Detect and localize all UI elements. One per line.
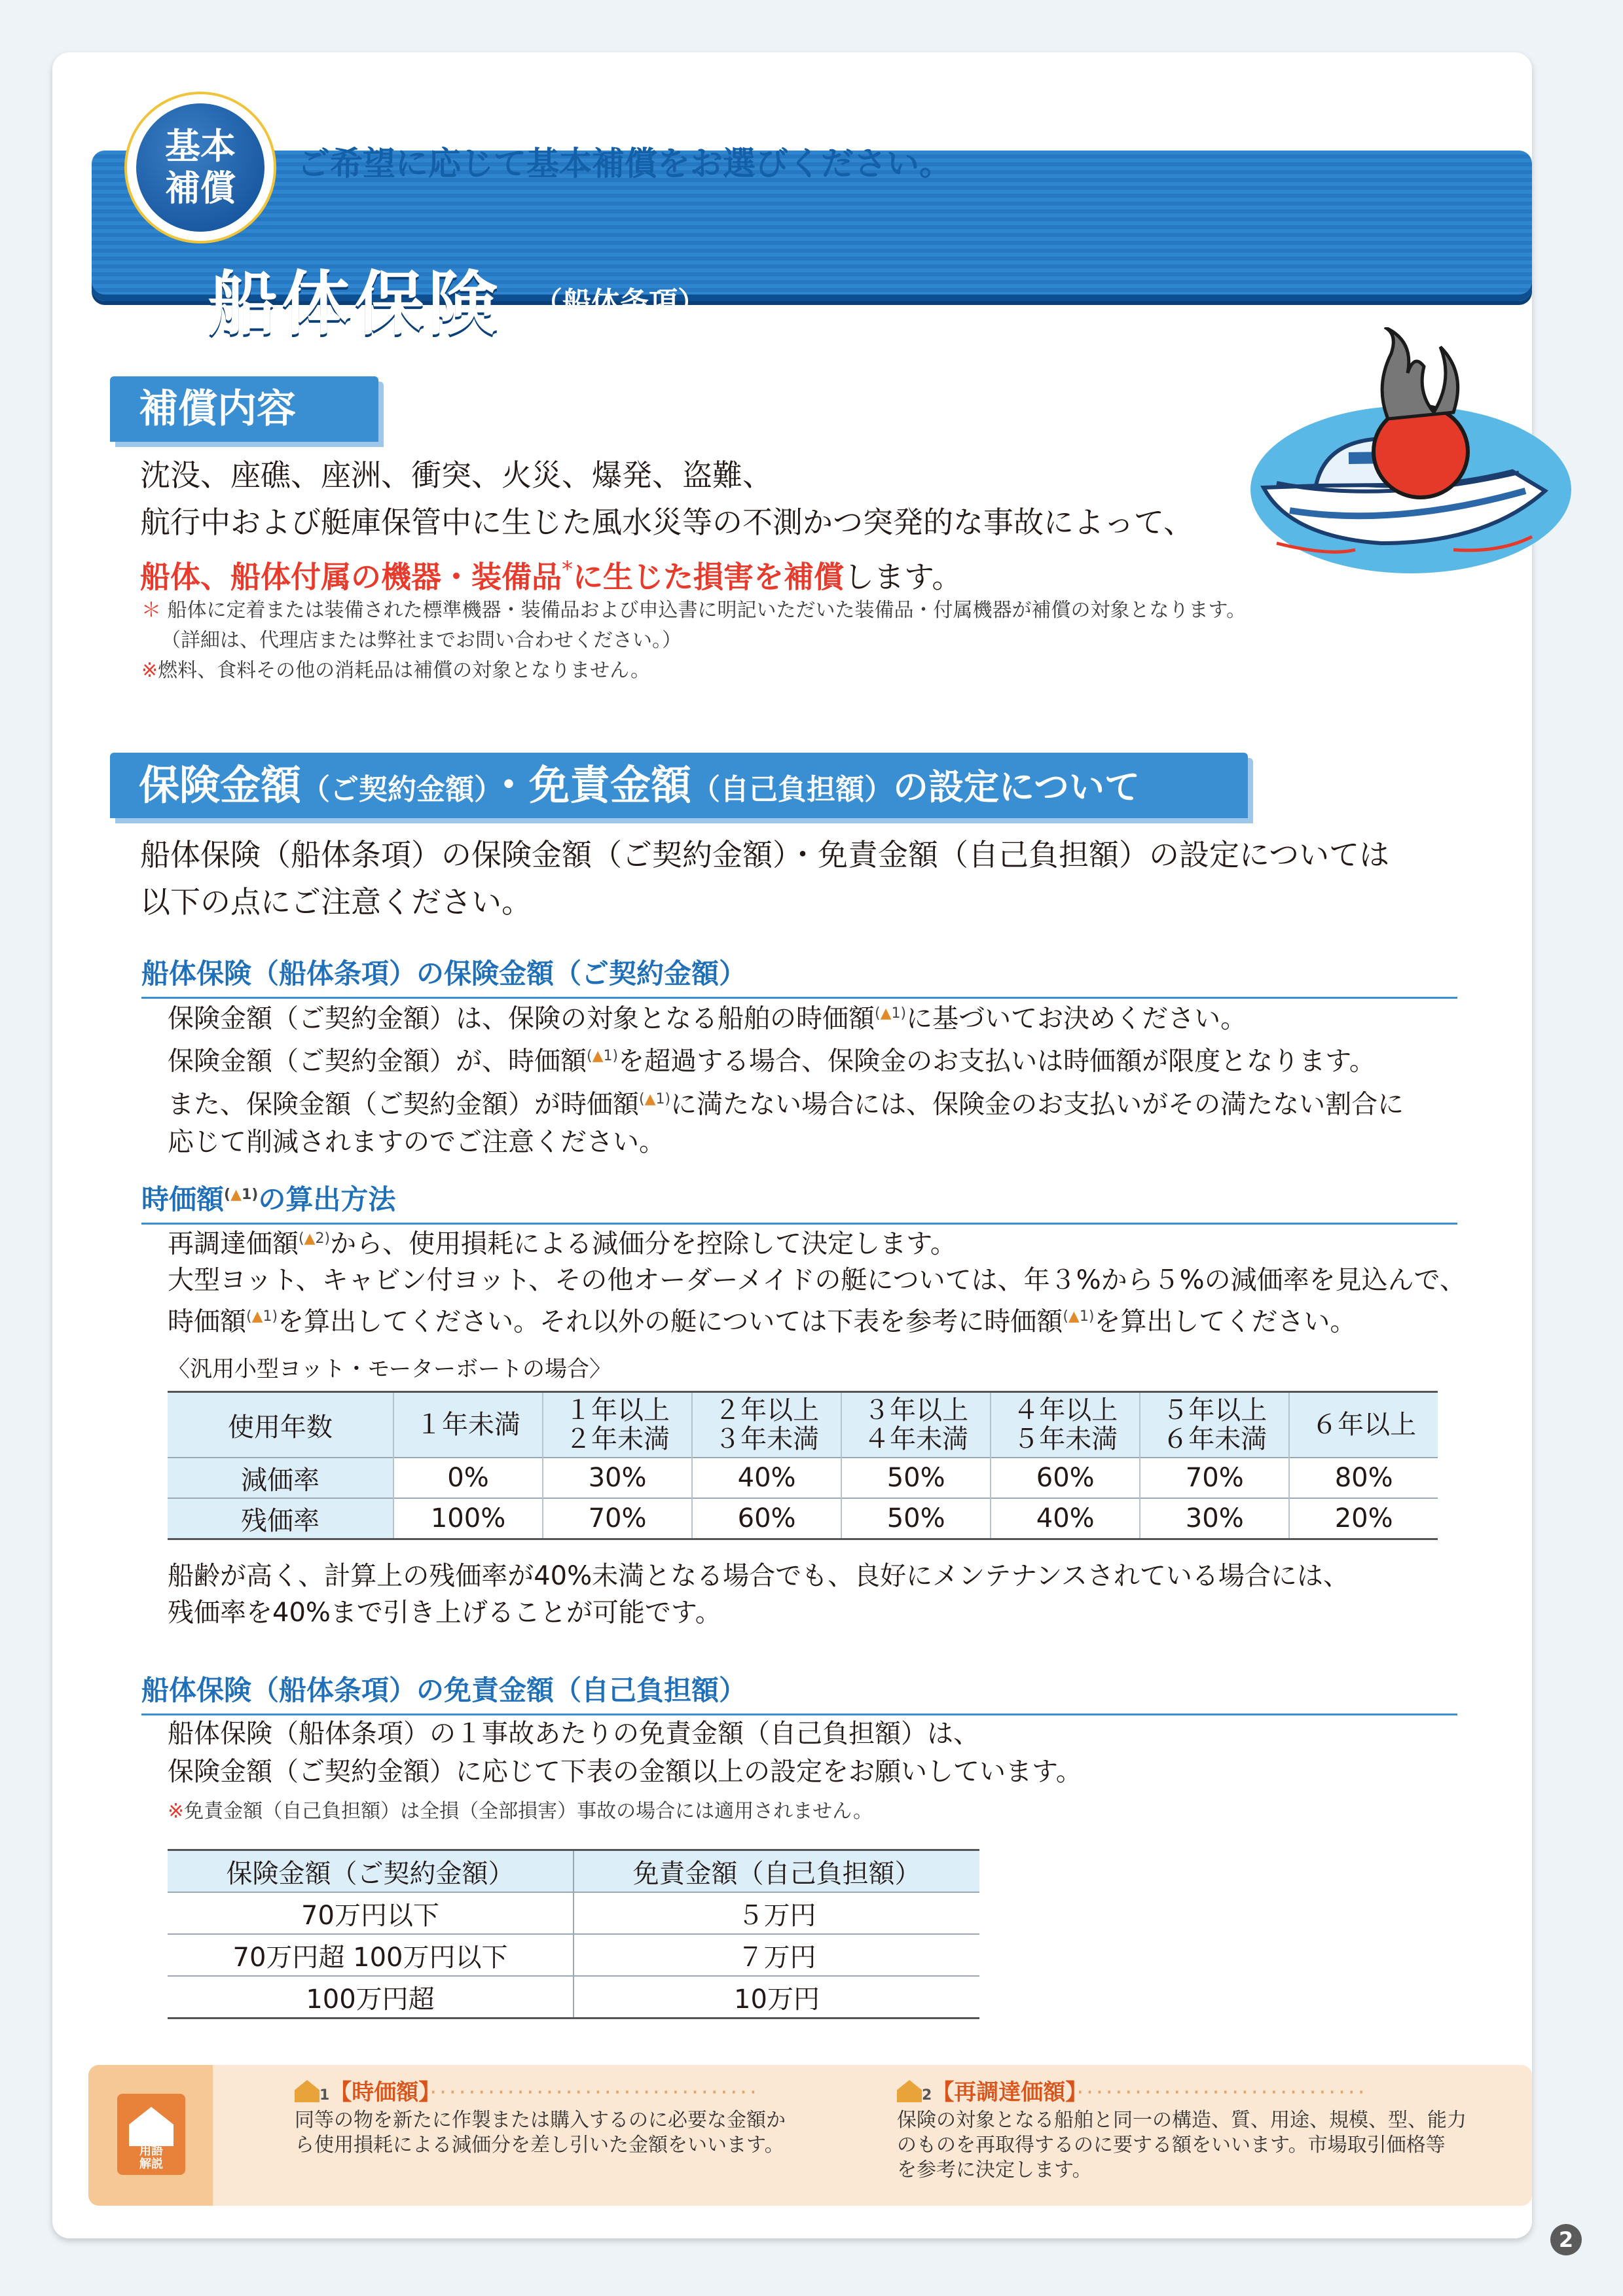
market-heading-a: 時価額	[141, 1183, 225, 1215]
badge-line-2: 補償	[165, 168, 236, 209]
table-cell: 70%	[543, 1498, 692, 1539]
page-title: 船体保険	[208, 264, 501, 344]
market-l2: 大型ヨット、キャビン付ヨット、その他オーダーメイドの艇については、年３%から５%の減価率を見込んで、	[168, 1265, 1466, 1296]
coverage-line-3	[140, 546, 1194, 600]
market-l3c: を算出してください。	[1094, 1306, 1357, 1337]
years-col-2: １年以上 ２年未満	[543, 1392, 692, 1458]
residual-note-1: 船齢が高く、計算上の残価率が40%未満となる場合でも、良好にメンテナンスされている場合には、	[168, 1561, 1349, 1591]
insured-l2a: 保険金額（ご契約金額）が、時価額	[168, 1046, 587, 1077]
market-value-text	[168, 1221, 1466, 1340]
years-col-6: ５年以上 ６年未満	[1140, 1392, 1289, 1458]
glossary-term-1: 【時価額】	[329, 2079, 430, 2106]
deductible-table	[168, 1849, 979, 2019]
badge-line-1: 基本	[165, 126, 236, 167]
market-l3a: 時価額	[168, 1306, 246, 1337]
table-cell: ７万円	[574, 1934, 979, 1976]
deductible-l1: 船体保険（船体条項）の１事故あたりの免責金額（自己負担額）は、	[168, 1719, 979, 1749]
market-heading-b: の算出方法	[258, 1183, 396, 1215]
note-2-mark: ※	[141, 659, 158, 682]
residual-rate-label: 残価率	[168, 1498, 393, 1539]
note-2: 燃料、食料その他の消耗品は補償の対象となりません。	[158, 659, 650, 682]
deductible-heading: 船体保険（船体条項）の免責金額（自己負担額）	[141, 1669, 1457, 1715]
depreciation-rate-label: 減価率	[168, 1458, 393, 1498]
coverage-asterisk: *	[562, 556, 573, 583]
insured-amount-col-header: 保険金額（ご契約金額）	[168, 1850, 574, 1893]
table-cell: 0%	[393, 1458, 543, 1498]
page-sheet	[52, 52, 1532, 2238]
deductible-note	[168, 1797, 873, 1827]
coverage-notes	[141, 596, 1246, 686]
ref-1-icon: (▲1)	[224, 1187, 259, 1203]
insured-amount-text	[168, 995, 1404, 1161]
ref-1-icon: (▲1)	[639, 1090, 671, 1107]
settings-intro	[140, 831, 1389, 925]
deductible-l2: 保険金額（ご契約金額）に応じて下表の金額以上の設定をお願いしています。	[168, 1757, 1082, 1787]
table-cell: 30%	[543, 1458, 692, 1498]
glossary-def-2-line-2: のものを再取得するのに要する額をいいます。市場取引価格等	[897, 2134, 1446, 2157]
table-cell: ５万円	[574, 1892, 979, 1934]
years-col-3: ２年以上 ３年未満	[692, 1392, 841, 1458]
glossary-def-2-line-3: を参考に決定します。	[897, 2159, 1092, 2181]
table-cell: 60%	[692, 1498, 841, 1539]
table-cell: 40%	[692, 1458, 841, 1498]
note-1-mark: ＊	[141, 599, 161, 622]
table-row	[168, 1892, 979, 1934]
coverage-text	[140, 452, 1194, 600]
note-1b: （詳細は、代理店または弊社までお問い合わせください。）	[161, 629, 682, 652]
settings-intro-2: 以下の点にご注意ください。	[140, 884, 532, 920]
coverage-line-2: 航行中および艇庫保管中に生じた風水災等の不測かつ突発的な事故によって、	[140, 505, 1194, 540]
table-row	[168, 1392, 1438, 1458]
table-cell: 70%	[1140, 1458, 1289, 1498]
table-cell: 50%	[841, 1458, 991, 1498]
basic-coverage-badge	[124, 92, 276, 243]
deductible-col-header: 免責金額（自己負担額）	[574, 1850, 979, 1893]
table-cell: 20%	[1289, 1498, 1438, 1539]
table-row	[168, 1458, 1438, 1498]
glossary-def-1-line-1: 同等の物を新たに作製または購入するのに必要な金額か	[295, 2109, 786, 2132]
table-cell: 80%	[1289, 1458, 1438, 1498]
years-col-7: ６年以上	[1289, 1392, 1438, 1458]
settings-intro-1: 船体保険（船体条項）の保険金額（ご契約金額）・免責金額（自己負担額）の設定については	[140, 837, 1390, 872]
insured-l3a: また、保険金額（ご契約金額）が時価額	[168, 1088, 639, 1119]
heading-suffix: の設定について	[893, 766, 1140, 808]
glossary-icon: 用語 解説	[117, 2094, 185, 2175]
insured-l4: 応じて削減されますのでご注意ください。	[168, 1126, 665, 1157]
deductible-note-text: 免責金額（自己負担額）は全損（全部損害）事故の場合には適用されません。	[184, 1800, 873, 1823]
glossary-side	[88, 2065, 213, 2206]
depreciation-table	[168, 1391, 1438, 1540]
table-row	[168, 1498, 1438, 1539]
residual-note	[168, 1558, 1349, 1631]
note-1: 船体に定着または装備された標準機器・装備品および申込書に明記いただいた装備品・付属機器が補償の対象となります。	[167, 599, 1247, 622]
glossary-def-1-line-2: ら使用損耗による減価分を差し引いた金額をいいます。	[295, 2134, 784, 2157]
coverage-line-1: 沈没、座礁、座洲、衝突、火災、爆発、盗難、	[140, 457, 773, 493]
glossary-def-2-line-1: 保険の対象となる船舶と同一の構造、質、用途、規模、型、能力	[897, 2109, 1467, 2132]
ref-1-icon: (▲1)	[1063, 1308, 1095, 1325]
page-subtitle: （船体条項）	[534, 286, 706, 319]
table-cell: 100%	[393, 1498, 543, 1539]
heading-dot: ・	[488, 761, 530, 809]
years-header: 使用年数	[168, 1392, 393, 1458]
deductible-text	[168, 1715, 1082, 1791]
table-row	[168, 1976, 979, 2018]
years-col-5: ４年以上 ５年未満	[991, 1392, 1140, 1458]
table-cell: 70万円以下	[168, 1892, 574, 1934]
table-cell: 40%	[991, 1498, 1140, 1539]
insured-l1b: に基づいてお決めください。	[906, 1003, 1247, 1034]
table-cell: 60%	[991, 1458, 1140, 1498]
ref-2-icon: (▲2)	[299, 1230, 331, 1247]
market-l1a: 再調達価額	[168, 1229, 299, 1259]
table-row	[168, 1850, 979, 1893]
depreciation-table-caption: 〈汎用小型ヨット・モーターボートの場合〉	[168, 1356, 611, 1382]
table-cell: 50%	[841, 1498, 991, 1539]
insured-amount-heading: 船体保険（船体条項）の保険金額（ご契約金額）	[141, 952, 1457, 999]
table-row	[168, 1934, 979, 1976]
lead-text: ご希望に応じて基本補償をお選びください。	[297, 145, 952, 183]
house-icon	[897, 2080, 922, 2102]
table-cell: 10万円	[574, 1976, 979, 2018]
heading-deductible-sub: （自己負担額）	[691, 773, 894, 806]
years-col-4: ３年以上 ４年未満	[841, 1392, 991, 1458]
table-cell: 70万円超 100万円以下	[168, 1934, 574, 1976]
deductible-note-mark: ※	[168, 1800, 185, 1823]
market-l3b: を算出してください。それ以外の艇については下表を参考に時価額	[278, 1306, 1063, 1337]
coverage-emphasis-2: に生じた損害を補償	[573, 559, 844, 595]
coverage-tail: します。	[844, 559, 962, 595]
residual-note-2: 残価率を40%まで引き上げることが可能です。	[168, 1598, 721, 1628]
heading-deductible: 免責金額	[529, 761, 692, 809]
page-number: 2	[1550, 2224, 1582, 2255]
settings-section-heading	[110, 753, 1248, 818]
burning-boat-illustration	[1237, 327, 1578, 576]
house-icon	[295, 2080, 319, 2102]
ref-1-icon: (▲1)	[246, 1308, 278, 1325]
heading-insured-amount-sub: （ご契約金額）	[301, 773, 489, 806]
glossary-item-1: 1【時価額】·································· 同等の物を新たに作製または購入するのに必要な金額か ら使用損耗による減価分を差し引いた金額をいいます。	[295, 2080, 871, 2158]
glossary-term-2: 【再調達価額】	[932, 2079, 1077, 2106]
ref-1-icon: (▲1)	[587, 1048, 619, 1065]
insured-l2b: を超過する場合、保険金のお支払いは時価額が限度となります。	[618, 1046, 1376, 1077]
market-l1b: から、使用損耗による減価分を控除して決定します。	[330, 1229, 957, 1259]
insured-l1a: 保険金額（ご契約金額）は、保険の対象となる船舶の時価額	[168, 1003, 875, 1034]
coverage-section-heading: 補償内容	[110, 376, 378, 442]
table-cell: 100万円超	[168, 1976, 574, 2018]
coverage-emphasis-1: 船体、船体付属の機器・装備品	[140, 559, 562, 595]
heading-insured-amount: 保険金額	[139, 761, 302, 809]
glossary-item-2: 2【再調達価額】······························ 保険の対象となる船舶と同一の構造、質、用途、規模、型、能力 のものを再取得するのに要する額をいいます。市場取引価格等 を参考に決定します。	[897, 2080, 1525, 2183]
years-col-1: １年未満	[393, 1392, 543, 1458]
table-cell: 30%	[1140, 1498, 1289, 1539]
insured-l3b: に満たない場合には、保険金のお支払いがその満たない割合に	[670, 1088, 1404, 1119]
market-value-heading	[141, 1178, 1457, 1225]
ref-1-icon: (▲1)	[875, 1005, 907, 1022]
